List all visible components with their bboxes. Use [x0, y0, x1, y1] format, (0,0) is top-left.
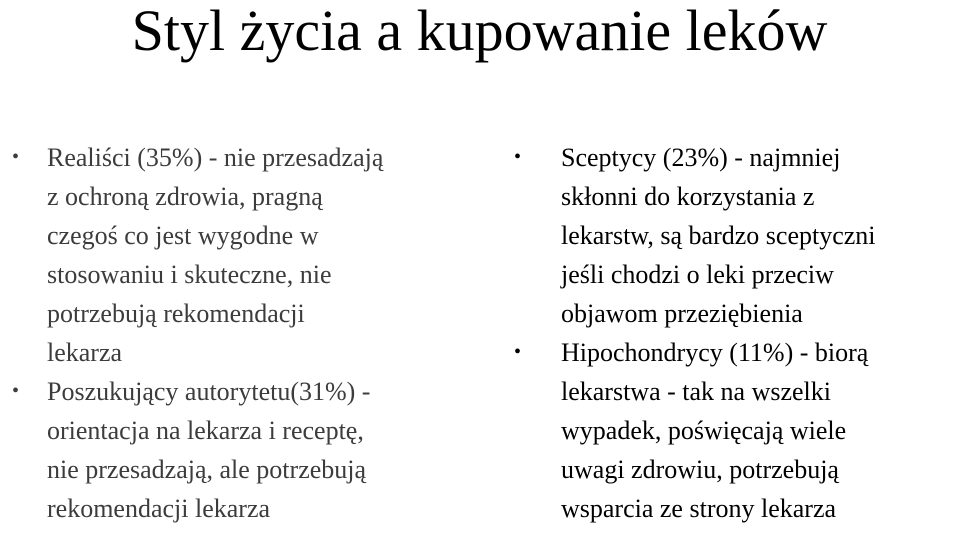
text-line: potrzebują rekomendacji: [47, 299, 305, 328]
text-line: czegoś co jest wygodne w: [47, 221, 319, 250]
text-line: lekarza: [47, 338, 123, 367]
right-column: [514, 138, 959, 528]
text-line: rekomendacji lekarza: [47, 494, 271, 523]
text-line: wsparcia ze strony lekarza: [561, 494, 837, 523]
bullet-item-poszukujacy: [0, 372, 480, 528]
bullet-icon: •: [514, 341, 522, 363]
bullet-text: [561, 333, 959, 528]
bullet-icon: •: [12, 146, 20, 168]
bullet-item-hipochondrycy: [514, 333, 959, 528]
bullet-text: [47, 138, 480, 372]
text-line: Poszukujący autorytetu(31%) -: [47, 377, 371, 406]
text-line: stosowaniu i skuteczne, nie: [47, 260, 332, 289]
text-line: lekarstw, są bardzo sceptyczni: [561, 221, 876, 250]
text-line: objawom przeziębienia: [561, 299, 803, 328]
bullet-text: [47, 372, 480, 528]
text-line: z ochroną zdrowia, pragną: [47, 182, 323, 211]
bullet-item-realisci: [0, 138, 480, 372]
text-line: skłonni do korzystania z: [561, 182, 815, 211]
text-line: Sceptycy (23%) - najmniej: [561, 143, 841, 172]
text-line: orientacja na lekarza i receptę,: [47, 416, 364, 445]
bullet-item-sceptycy: [514, 138, 959, 333]
text-line: Realiści (35%) - nie przesadzają: [47, 143, 384, 172]
text-line: uwagi zdrowiu, potrzebują: [561, 455, 839, 484]
text-line: nie przesadzają, ale potrzebują: [47, 455, 367, 484]
slide-title: Styl życia a kupowanie leków: [131, 0, 828, 63]
bullet-text: [561, 138, 959, 333]
text-line: jeśli chodzi o leki przeciw: [561, 260, 834, 289]
text-line: wypadek, poświęcają wiele: [561, 416, 847, 445]
text-line: Hipochondrycy (11%) - biorą: [561, 338, 869, 367]
text-line: lekarstwa - tak na wszelki: [561, 377, 832, 406]
bullet-icon: •: [514, 146, 522, 168]
bullet-icon: •: [12, 380, 20, 402]
left-column: [0, 138, 480, 528]
